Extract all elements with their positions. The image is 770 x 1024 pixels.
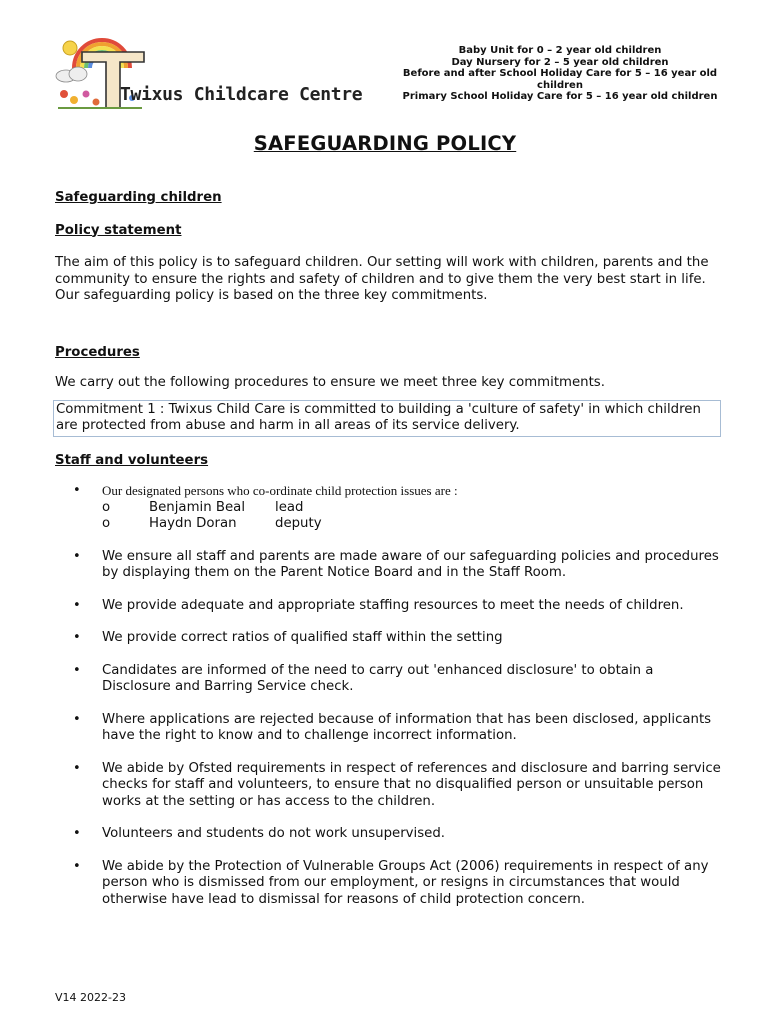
- sub-bullet: o: [102, 499, 111, 515]
- list-item: [55, 761, 725, 811]
- bullet-glyph: •: [73, 630, 81, 645]
- list-item-text: Volunteers and students do not work unsupervised.: [102, 826, 446, 841]
- list-item: [55, 549, 725, 582]
- section-heading: Safeguarding children: [55, 190, 222, 205]
- bullet-glyph: •: [73, 858, 81, 874]
- procedures-intro: We carry out the following procedures to ensure we meet three key commitments.: [55, 375, 605, 390]
- person-row: [102, 500, 725, 517]
- bullet-glyph: •: [73, 826, 81, 841]
- person-name: Benjamin Beal: [149, 499, 246, 515]
- list-item-text: We abide by the Protection of Vulnerable Groups Act (2006) requirements in respect of any person who is dismissed from our employment, or resigns in circumstances that would otherwise have lead to dismissal for reasons of child protection concern.: [102, 858, 709, 907]
- sub-bullet: o: [102, 516, 111, 531]
- bullet-glyph: •: [73, 483, 81, 498]
- section-heading: Policy statement: [55, 222, 182, 238]
- bullet-glyph: •: [73, 711, 81, 727]
- service-line: Day Nursery for 2 – 5 year old children: [451, 56, 669, 68]
- commitment-box: Commitment 1 : Twixus Child Care is committed to building a 'culture of safety' in which children are protected from abuse and harm in all areas of its service delivery.: [53, 400, 721, 437]
- policy-statement-text: The aim of this policy is to safeguard children. Our setting will work with children, parents and the community to ensure the rights and safety of children and to give them the very best start in life. Our safeguarding policy is based on the three key commitments.: [55, 255, 709, 303]
- service-line: Primary School Holiday Care for 5 – 16 year old children: [402, 91, 718, 102]
- list-item-text: Where applications are rejected because of information that has been disclosed, applicants have the right to know and to challenge incorrect information.: [102, 711, 712, 743]
- service-line: Before and after School Holiday Care for 5 – 16 year old children: [402, 68, 718, 91]
- page-title: SAFEGUARDING POLICY: [253, 132, 517, 155]
- list-item: [55, 630, 725, 647]
- bullet-glyph: •: [73, 662, 81, 678]
- section-heading: Procedures: [55, 344, 140, 360]
- services-list: [390, 45, 730, 103]
- list-item-text: We provide correct ratios of qualified staff within the setting: [102, 630, 503, 645]
- designated-intro: Our designated persons who co-ordinate child protection issues are :: [102, 483, 458, 498]
- bullet-glyph: •: [73, 597, 81, 613]
- list-item: [55, 598, 725, 615]
- person-role: deputy: [275, 516, 322, 531]
- person-role: lead: [275, 499, 304, 515]
- person-row: [102, 516, 725, 533]
- designated-persons: [102, 500, 725, 533]
- list-item: [55, 712, 725, 745]
- bullet-glyph: •: [73, 760, 81, 776]
- company-logo: [52, 28, 372, 112]
- list-item-text: We provide adequate and appropriate staffing resources to meet the needs of children.: [102, 597, 684, 613]
- list-item: [55, 483, 725, 533]
- list-item: [55, 826, 725, 843]
- section-heading: Staff and volunteers: [55, 452, 209, 468]
- list-item-text: We abide by Ofsted requirements in respect of references and disclosure and barring service checks for staff and volunteers, to ensure that no disqualified person or unsuitable person works at the setting or has access to the children.: [102, 760, 721, 809]
- person-name: Haydn Doran: [149, 516, 237, 531]
- list-item-text: Candidates are informed of the need to carry out 'enhanced disclosure' to obtain a Disclosure and Barring Service check.: [102, 662, 654, 694]
- list-item: [55, 663, 725, 696]
- staff-bullet-list: [55, 483, 725, 908]
- logo-text: Twixus Childcare Centre: [120, 84, 363, 105]
- service-line: Baby Unit for 0 – 2 year old children: [458, 45, 662, 56]
- version-footer: V14 2022-23: [55, 991, 126, 1004]
- list-item-text: We ensure all staff and parents are made aware of our safeguarding policies and procedures by displaying them on the Parent Notice Board and in the Staff Room.: [102, 548, 719, 580]
- policy-content: [55, 190, 725, 908]
- bullet-glyph: •: [73, 548, 81, 564]
- list-item: [55, 859, 725, 909]
